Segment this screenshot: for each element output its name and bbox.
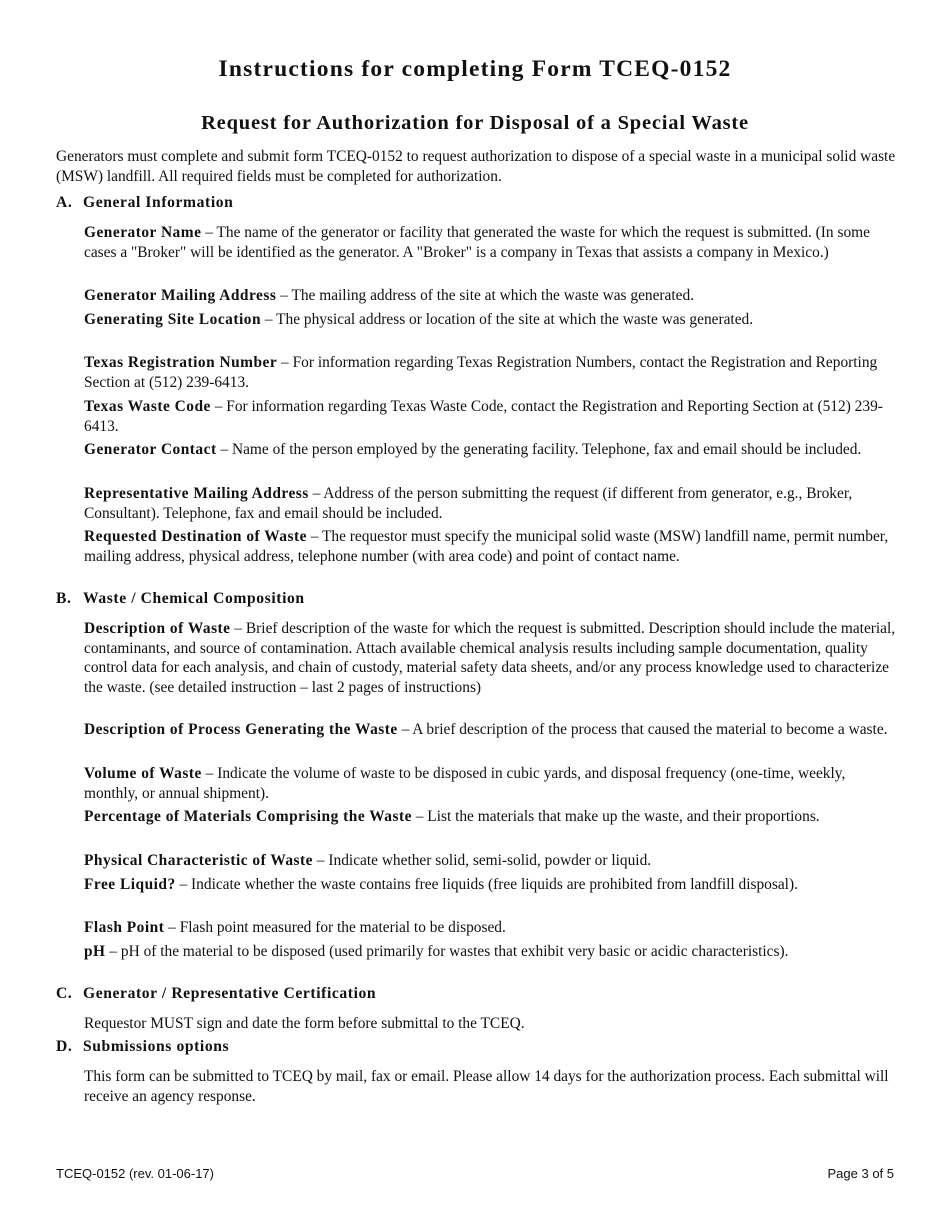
item-term: Generator Name <box>84 224 202 241</box>
footer-page-number: Page 3 of 5 <box>827 1166 894 1181</box>
item-term: Requested Destination of Waste <box>84 528 307 545</box>
item-term: Representative Mailing Address <box>84 485 309 502</box>
item-term: Generator Contact <box>84 441 217 458</box>
item-term: Description of Waste <box>84 620 231 637</box>
item-term: Percentage of Materials Comprising the Waste <box>84 808 412 825</box>
item-term: Physical Characteristic of Waste <box>84 852 314 869</box>
item-free-liquid <box>84 875 899 895</box>
item-text: – Address of the person submitting the request (if different from generator, e.g., Broker, Consultant). Telephone, fax and email should be included. <box>84 485 853 522</box>
item-text: – The mailing address of the site at which the waste was generated. <box>276 287 695 304</box>
item-text: – Indicate the volume of waste to be disposed in cubic yards, and disposal frequency (one-time, weekly, monthly, or annual shipment). <box>84 765 846 802</box>
item-text: – List the materials that make up the waste, and their proportions. <box>411 808 820 825</box>
section-title: General Information <box>83 194 234 211</box>
item-volume-of-waste <box>84 764 899 803</box>
item-generator-name <box>84 223 899 262</box>
item-generator-mailing-address <box>84 286 899 306</box>
item-texas-waste-code <box>84 397 899 436</box>
item-generating-site-location <box>84 310 899 330</box>
section-title: Generator / Representative Certification <box>83 985 377 1002</box>
item-term: Free Liquid? <box>84 876 176 893</box>
item-description-of-process <box>84 720 899 740</box>
section-letter: B. <box>56 590 72 607</box>
item-term: Generating Site Location <box>84 311 262 328</box>
section-heading-a <box>56 194 233 212</box>
item-text: – pH of the material to be disposed (used primarily for wastes that exhibit very basic or acidic characteristics). <box>105 943 789 960</box>
page-title: Instructions for completing Form TCEQ-0152 <box>218 56 732 82</box>
item-text: – The requestor must specify the municipal solid waste (MSW) landfill name, permit number, mailing address, physical address, telephone number (with area code) and point of contact name. <box>84 528 889 565</box>
item-term: Flash Point <box>84 919 165 936</box>
item-text: – Flash point measured for the material to be disposed. <box>164 919 506 936</box>
item-term: Description of Process Generating the Waste <box>84 721 398 738</box>
item-submission-text: This form can be submitted to TCEQ by mail, fax or email. Please allow 14 days for the authorization process. Each submittal will receive an agency response. <box>84 1068 889 1105</box>
item-term: Texas Waste Code <box>84 398 211 415</box>
item-text: – The physical address or location of the site at which the waste was generated. <box>261 311 754 328</box>
item-term: Volume of Waste <box>84 765 202 782</box>
item-text: – A brief description of the process that caused the material to become a waste. <box>397 721 888 738</box>
footer-form-id: TCEQ-0152 (rev. 01-06-17) <box>56 1166 214 1181</box>
item-text: – Name of the person employed by the generating facility. Telephone, fax and email should be included. <box>216 441 862 458</box>
section-letter: C. <box>56 985 73 1002</box>
item-generator-contact <box>84 440 899 460</box>
item-text: – Brief description of the waste for which the request is submitted. Description should include the material, contaminants, and source of contamination. Attach available chemical analysis results including sample documentation, quality control data for each analysis, and chain of custody, material safety data sheets, and/or any process knowledge used to characterize the waste. (see detailed instruction – last 2 pages of instructions) <box>84 620 896 696</box>
item-certification-text: Requestor MUST sign and date the form before submittal to the TCEQ. <box>84 1015 525 1032</box>
intro-paragraph: Generators must complete and submit form TCEQ-0152 to request authorization to dispose of a special waste in a municipal solid waste (MSW) landfill. All required fields must be completed for authorization. <box>56 148 896 185</box>
item-text: – Indicate whether solid, semi-solid, powder or liquid. <box>313 852 652 869</box>
item-description-of-waste <box>84 619 899 697</box>
item-physical-characteristic <box>84 851 899 871</box>
item-term: Generator Mailing Address <box>84 287 277 304</box>
item-term: pH <box>84 943 106 960</box>
item-flash-point <box>84 918 899 938</box>
item-text: – For information regarding Texas Registration Numbers, contact the Registration and Reporting Section at (512) 239-6413. <box>84 354 878 391</box>
page-subtitle: Request for Authorization for Disposal of a Special Waste <box>201 112 749 134</box>
item-text: – The name of the generator or facility that generated the waste for which the request is submitted. (In some cases a "Broker" will be identified as the generator. A "Broker" is a company in Texas that assists a company in Mexico.) <box>84 224 870 261</box>
section-title: Waste / Chemical Composition <box>83 590 305 607</box>
item-texas-registration-number <box>84 353 899 392</box>
item-ph <box>84 942 899 962</box>
section-title: Submissions options <box>83 1038 230 1055</box>
item-percentage-of-materials <box>84 807 899 827</box>
section-heading-d <box>56 1038 229 1056</box>
section-heading-b <box>56 590 305 608</box>
section-letter: D. <box>56 1038 73 1055</box>
item-text: – Indicate whether the waste contains free liquids (free liquids are prohibited from landfill disposal). <box>175 876 798 893</box>
section-heading-c <box>56 985 376 1003</box>
item-requested-destination <box>84 527 899 566</box>
item-text: – For information regarding Texas Waste Code, contact the Registration and Reporting Section at (512) 239-6413. <box>84 398 883 435</box>
item-representative-mailing-address <box>84 484 899 523</box>
item-term: Texas Registration Number <box>84 354 278 371</box>
section-letter: A. <box>56 194 73 211</box>
